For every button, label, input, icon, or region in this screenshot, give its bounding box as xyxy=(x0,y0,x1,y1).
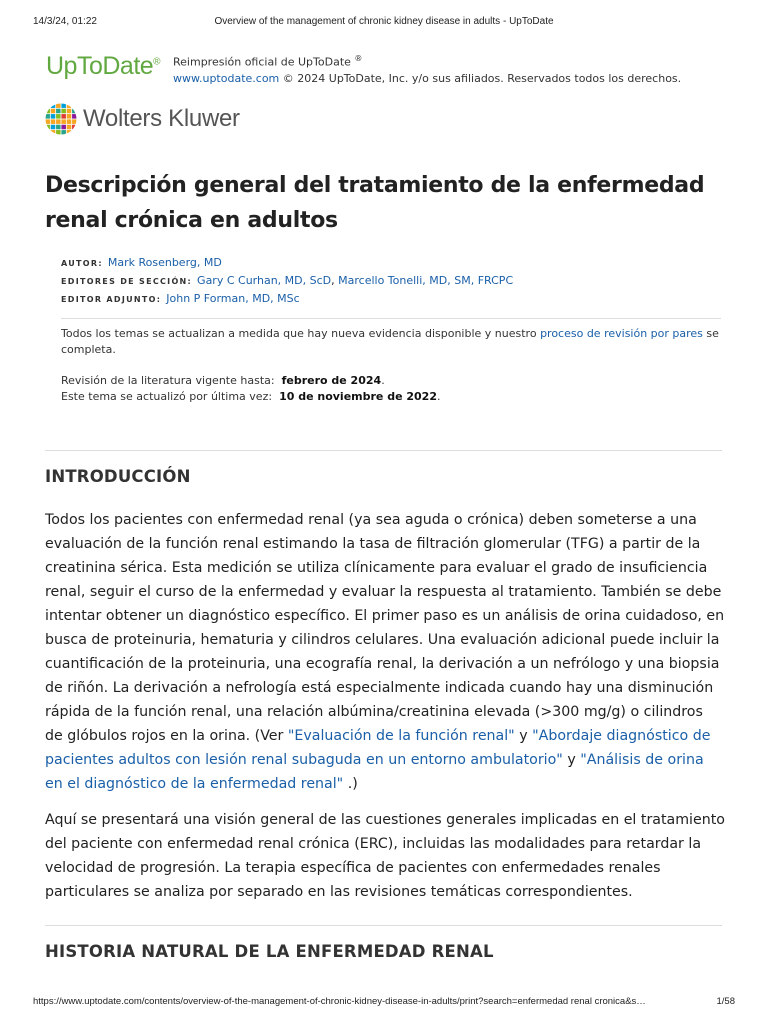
wk-mosaic-tile xyxy=(72,125,77,130)
wk-mosaic-tile xyxy=(51,125,56,130)
wk-mosaic-tile xyxy=(61,125,66,130)
wk-mosaic-tile xyxy=(45,125,50,130)
wolters-kluwer-text: Wolters Kluwer xyxy=(83,105,240,132)
intro-text: Todos los pacientes con enfermedad renal (ya sea aguda o crónica) deben someterse a una evaluación de la función renal estimando la tasa de filtración glomerular (TFG) a partir de la creatinina sérica. Esta medición se utiliza clínicamente para evaluar el grado de insuficiencia renal, seguir el curso de la enfermedad y evaluar la respuesta al tratamiento. También se debe intentar obtener un diagnóstico específico. El primer paso es un análisis de orina cuidadoso, en busca de proteinuria, hematuria y cilindros celulares. Una evaluación adicional puede incluir la cuantificación de la proteinuria, una ecografía renal, la derivación a un nefrólogo y una biopsia de riñón. La derivación a nefrología está especialmente indicada cuando hay una disminución rápida de la función renal, una relación albúmina/creatinina elevada (>300 mg/g) o cilindros de glóbulos rojos en la orina. (Ver xyxy=(45,512,725,744)
wk-mosaic-tile xyxy=(67,119,72,124)
divider xyxy=(45,450,722,451)
wk-mosaic-tile xyxy=(56,125,61,130)
author-block: AUTOR: Mark Rosenberg, MD EDITORES DE SECCIÓN: Gary C Curhan, MD, ScD, Marcello Tonelli, MD, SM, FRCPC EDITOR ADJUNTO: John P Forman, MD, MSc xyxy=(61,256,514,305)
divider xyxy=(45,925,722,926)
wk-mosaic-tile xyxy=(51,119,56,124)
wk-mosaic-tile xyxy=(61,109,66,114)
uptodate-registered-mark: ® xyxy=(153,57,161,68)
wk-mosaic-tile xyxy=(67,103,72,108)
link-renal-function-evaluation[interactable]: "Evaluación de la función renal" xyxy=(287,728,515,744)
uptodate-logo[interactable] xyxy=(46,48,160,81)
reprint-registered-mark: ® xyxy=(354,54,363,63)
print-title: Overview of the management of chronic kidney disease in adults - UpToDate xyxy=(214,16,554,27)
wk-mosaic-tile xyxy=(61,130,66,135)
uptodate-logo-text: UpToDate xyxy=(46,52,154,81)
conjunction-text: y xyxy=(514,728,533,744)
article-title: Descripción general del tratamiento de la enfermedad renal crónica en adultos xyxy=(45,173,705,233)
wk-mosaic-tile xyxy=(72,119,77,124)
reprint-notice xyxy=(173,51,681,87)
section-heading-natural-history: HISTORIA NATURAL DE LA ENFERMEDAD RENAL xyxy=(45,942,494,961)
wk-mosaic-tile xyxy=(51,103,56,108)
wk-mosaic-tile xyxy=(67,125,72,130)
wk-mosaic-tile xyxy=(72,114,77,119)
editors-role: EDITORES DE SECCIÓN: xyxy=(61,277,193,286)
wk-mosaic-tile xyxy=(45,103,50,108)
editor-link-curhan[interactable]: Gary C Curhan, MD, ScD xyxy=(197,274,332,287)
wk-mosaic-tile xyxy=(51,114,56,119)
wk-mosaic-tile xyxy=(67,130,72,135)
notice-text-post: se completa. xyxy=(61,327,719,356)
wk-mosaic-tile xyxy=(72,130,77,135)
wk-mosaic-tile xyxy=(45,114,50,119)
last-updated-label: Este tema se actualizó por última vez: xyxy=(61,390,273,403)
divider xyxy=(61,318,721,319)
wk-mosaic-tile xyxy=(61,103,66,108)
wolters-kluwer-logo xyxy=(45,103,240,135)
last-updated-date: 10 de noviembre de 2022 xyxy=(279,390,437,403)
intro-paragraph-1 xyxy=(45,508,725,796)
wk-mosaic-tile xyxy=(51,130,56,135)
peer-review-link[interactable]: proceso de revisión por pares xyxy=(540,327,703,340)
wk-mosaic-tile xyxy=(61,114,66,119)
deputy-editor-link[interactable]: John P Forman, MD, MSc xyxy=(166,292,300,305)
print-url: https://www.uptodate.com/contents/overview-of-the-management-of-chronic-kidney-disease-in-adults/print?search=enfermedad renal cronica&s… xyxy=(33,996,646,1007)
wk-mosaic-tile xyxy=(67,109,72,114)
wk-mosaic-tile xyxy=(61,119,66,124)
closing-text: .) xyxy=(343,776,358,792)
update-notice xyxy=(61,326,721,358)
wk-mosaic-tile xyxy=(56,130,61,135)
review-dates: Revisión de la literatura vigente hasta: febrero de 2024. Este tema se actualizó por última vez: 10 de noviembre de 2022. xyxy=(61,374,441,403)
print-header xyxy=(33,16,735,30)
wk-mosaic-tile xyxy=(56,109,61,114)
author-link[interactable]: Mark Rosenberg, MD xyxy=(107,256,222,269)
reprint-line: Reimpresión oficial de UpToDate xyxy=(173,55,351,69)
literature-review-date: febrero de 2024 xyxy=(281,374,382,387)
intro-paragraph-2: Aquí se presentará una visión general de las cuestiones generales implicadas en el tratamiento del paciente con enfermedad renal crónica (ERC), incluidas las modalidades para retardar la velocidad de progresión. La terapia específica de pacientes con enfermedades renales particulares se analiza por separado en las revisiones temáticas correspondientes. xyxy=(45,812,725,900)
link-subacute-kidney-injury[interactable]: "Abordaje diagnóstico de pacientes adultos con lesión renal subaguda en un entorno ambulatorio" xyxy=(45,728,711,768)
author-role: AUTOR: xyxy=(61,259,103,268)
wk-mosaic-tile xyxy=(56,114,61,119)
conjunction-text: y xyxy=(562,752,581,768)
literature-review-label: Revisión de la literatura vigente hasta: xyxy=(61,374,275,387)
print-datetime: 14/3/24, 01:22 xyxy=(33,16,97,27)
wk-mosaic-tile xyxy=(56,103,61,108)
wolters-kluwer-globe-icon xyxy=(45,103,77,135)
wk-mosaic-tile xyxy=(72,109,77,114)
wk-mosaic-tile xyxy=(45,109,50,114)
wk-mosaic-tile xyxy=(51,109,56,114)
wk-mosaic-tile xyxy=(72,103,77,108)
section-heading-introduction: INTRODUCCIÓN xyxy=(45,467,191,486)
wk-mosaic-tile xyxy=(45,130,50,135)
deputy-role: EDITOR ADJUNTO: xyxy=(61,295,162,304)
wk-mosaic-tile xyxy=(67,114,72,119)
uptodate-site-link[interactable]: www.uptodate.com xyxy=(173,71,280,85)
link-urinalysis[interactable]: "Análisis de orina en el diagnóstico de la enfermedad renal" xyxy=(45,752,704,792)
editor-link-tonelli[interactable]: Marcello Tonelli, MD, SM, FRCPC xyxy=(338,274,514,287)
wk-mosaic-tile xyxy=(56,119,61,124)
notice-text-pre: Todos los temas se actualizan a medida que hay nueva evidencia disponible y nuestro xyxy=(61,327,541,340)
wk-mosaic-tile xyxy=(45,119,50,124)
page-number: 1/58 xyxy=(716,996,735,1007)
copyright-text: © 2024 UpToDate, Inc. y/o sus afiliados. Reservados todos los derechos. xyxy=(279,71,682,85)
